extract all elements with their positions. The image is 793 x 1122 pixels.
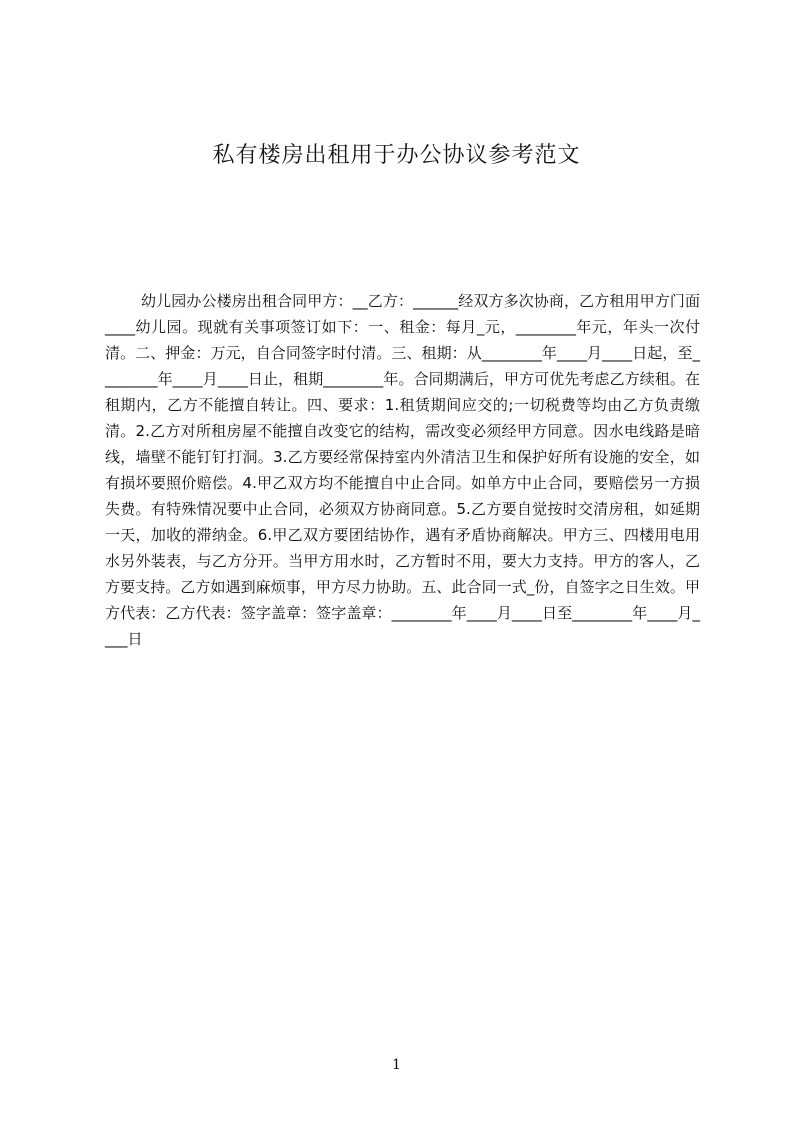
document-title: 私有楼房出租用于办公协议参考范文 <box>212 143 581 168</box>
contract-body-paragraph: 幼儿园办公楼房出租合同甲方：__乙方：______经双方多次协商，乙方租用甲方门面____幼儿园。现就有关事项签订如下：一、租金：每月_元，________年元，年头一次付清。二、押金：万元，自合同签字时付清。三、租期：从________年____月____日起，至________年____月____日止，租期________年。合同期满后，甲方可优先考虑乙方续租。在租期内，乙方不能擅自转让。四、要求：1.租赁期间应交的;一切税费等均由乙方负责缴清。2.乙方对所租房屋不能擅自改变它的结构，需改变必须经甲方同意。因水电线路是暗线，墙壁不能钉钉打洞。3.乙方要经常保持室内外清洁卫生和保护好所有设施的安全，如有损坏要照价赔偿。4.甲乙双方均不能擅自中止合同。如单方中止合同，要赔偿另一方损失费。有特殊情况要中止合同，必须双方协商同意。5.乙方要自觉按时交清房租，如延期一天，加收的滞纳金。6.甲乙双方要团结协作，遇有矛盾协商解决。甲方三、四楼用电用水另外装表，与乙方分开。当甲方用水时，乙方暂时不用，要大力支持。甲方的客人，乙方要支持。乙方如遇到麻烦事，甲方尽力协助。五、此合同一式_份，自签字之日生效。甲方代表：乙方代表：签字盖章：签字盖章：________年____月____日至________年____月____日 <box>105 292 700 648</box>
page-number: 1 <box>392 1057 401 1073</box>
